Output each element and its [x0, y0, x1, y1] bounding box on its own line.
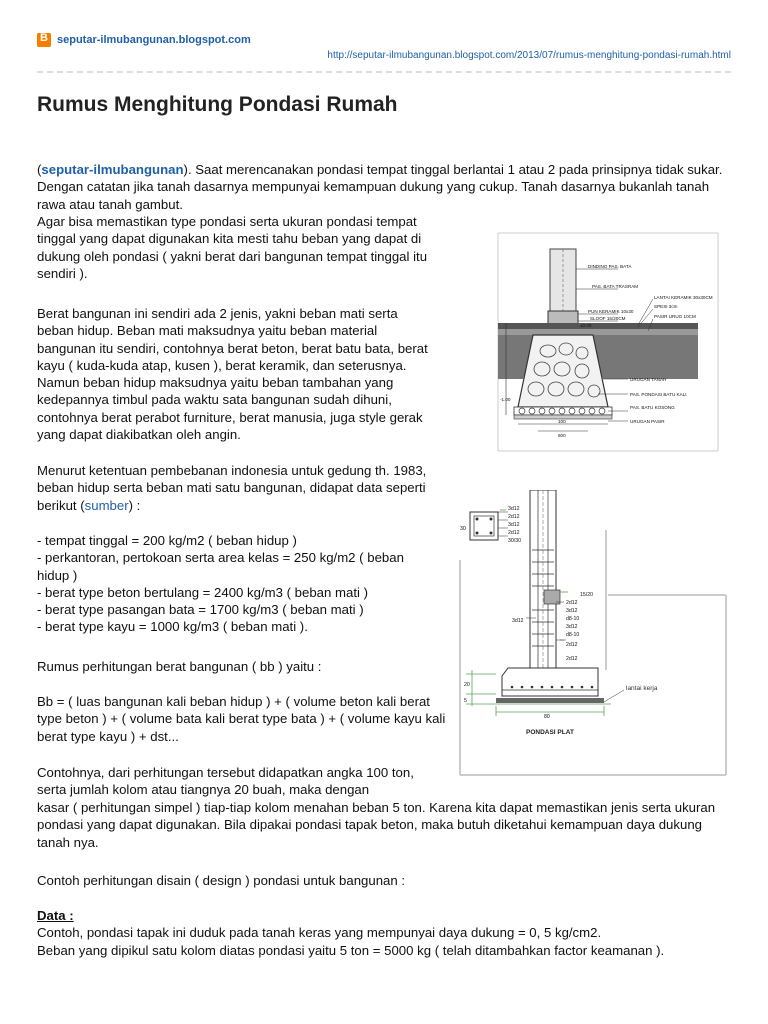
- paragraph-contoh-2: kasar ( perhitungan simpel ) tiap-tiap kolom menahan beban 5 ton. Karena kita dapat memastikan jenis serta ukuran pondasi yang dapat digunakan. Bila dipakai pondasi tapak beton, maka butuh diketahui kemampuan daya dukung tanah nya.: [37, 800, 716, 850]
- data-line: Beban yang dipikul satu kolom diatas pondasi yaitu 5 ton = 5000 kg ( telah ditambahkan factor keamanan ).: [37, 942, 665, 958]
- list-item: - berat type beton bertulang = 2400 kg/m3 ( beban mati ): [37, 584, 368, 600]
- list-item: - perkantoran, pertokoan serta area kelas = 250 kg/m2 ( beban hidup ): [37, 550, 404, 583]
- fig2-mid-label: 3d12: [512, 618, 524, 624]
- sumber-link[interactable]: sumber: [84, 497, 129, 513]
- fig2-mid-label: 2d12: [566, 600, 578, 606]
- header-divider: [37, 71, 731, 73]
- fig1-label: PAS. BATU KOSONG: [630, 405, 675, 410]
- list-item: - tempat tinggal = 200 kg/m2 ( beban hidup ): [37, 533, 297, 548]
- data-line: Contoh, pondasi tapak ini duduk pada tanah keras yang mempunyai daya dukung = 0, 5 kg/cm2.: [37, 925, 602, 941]
- load-list: [37, 532, 417, 636]
- fig2-caption: PONDASI PLAT: [526, 729, 574, 736]
- data-heading: Data :: [37, 908, 74, 923]
- intro-paragraph: (seputar-ilmubangunan). Saat merencanakan pondasi tempat tinggal berlantai 1 atau 2 pada prinsipnya tidak sukar. Dengan catatan jika tanah dasarnya mempunyai kemampuan dukung yang cukup. Tanah dasarnya bukanlah tanah rawa atau tanah gambut.: [37, 162, 723, 212]
- fig2-mid-label: d8-10: [566, 616, 580, 622]
- list-item: - berat type kayu = 1000 kg/m3 ( beban mati ).: [37, 619, 308, 635]
- source-blog-link[interactable]: seputar-ilmubangunan: [41, 162, 184, 177]
- fig1-label: SLOOF 15/20CM: [590, 316, 626, 321]
- fig1-label: LANTAI KERAMIK 30x30CM: [654, 295, 713, 300]
- figure-plate-foundation: [456, 490, 731, 782]
- fig2-left-dim: 30: [460, 526, 466, 532]
- fig2-mid-label: 2d12: [566, 656, 578, 662]
- fig2-left-dim: 5: [464, 698, 467, 704]
- fig2-mid-label: 3d12: [566, 624, 578, 630]
- fig1-label: PUN KERAMIK 10x30: [588, 309, 634, 314]
- list-item: - berat type pasangan bata = 1700 kg/m3 ( beban mati ): [37, 602, 364, 618]
- fig2-mid-label: 15/20: [580, 592, 593, 598]
- page-title: Rumus Menghitung Pondasi Rumah: [37, 93, 398, 116]
- fig2-top-label: 3d12: [508, 506, 520, 512]
- fig1-label: URUGAN PASIR: [630, 419, 665, 424]
- page-url-link[interactable]: http://seputar-ilmubangunan.blogspot.com/2013/07/rumus-menghitung-pondasi-rumah.html: [327, 50, 731, 61]
- fig1-label: PAS. BATA TRASRAM: [592, 284, 639, 289]
- fig1-label: PAS. PONDASI BATU KALI: [630, 392, 687, 397]
- paragraph-contoh-1: Contohnya, dari perhitungan tersebut didapatkan angka 100 ton, serta jumlah kolom atau tiangnya 20 buah, maka dengan: [37, 765, 414, 798]
- fig1-dim: 600: [558, 433, 566, 438]
- fig2-lantai-label: lantai kerja: [626, 685, 658, 692]
- fig1-dim: -1.00: [500, 397, 511, 402]
- paragraph-menurut: Menurut ketentuan pembebanan indonesia untuk gedung th. 1983, beban hidup serta beban mati satu bangunan, didapat data seperti berikut (sumber) :: [37, 463, 427, 513]
- fig2-top-label: 2d12: [508, 514, 520, 520]
- paragraph-berat: Berat bangunan ini sendiri ada 2 jenis, yakni beban mati serta beban hidup. Beban mati maksudnya yaitu beban material bangunan itu sendiri, contohnya berat beton, berat batu bata, berat kayu ( kuda-kuda atap, kusen ), berat keramik, dan seterusnya. Namun beban hidup maksudnya yaitu beban tambahan yang kedepannya timbul pada waktu sata bangunan sudah dihuni, contohnya berat perabot furniture, berat manusia, juga style gerak yang dapat diakibatkan oleh angin.: [37, 306, 428, 443]
- fig1-label: SPESI 3cm: [654, 304, 678, 309]
- data-section: [37, 907, 733, 959]
- fig2-top-label: 30/30: [508, 538, 521, 544]
- paragraph-contoh-design: Contoh perhitungan disain ( design ) pondasi untuk bangunan :: [37, 873, 406, 888]
- fig1-label: PASIR URUG 10CM: [654, 314, 696, 319]
- figure-strip-foundation: [478, 219, 730, 465]
- site-name-link[interactable]: seputar-ilmubangunan.blogspot.com: [57, 34, 251, 46]
- fig1-label: URUGAN TANAH: [630, 377, 667, 382]
- formula-bb: Bb = ( luas bangunan kali beban hidup ) + ( volume beton kali berat type beton ) + ( volume bata kali berat type bata ) + ( volume kayu kali berat type kayu ) + dst...: [37, 694, 446, 744]
- fig1-label: DINDING PAS. BATA: [588, 264, 632, 269]
- fig2-top-label: 2d12: [508, 530, 520, 536]
- fig1-dim: 100: [558, 419, 566, 424]
- fig2-mid-label: 2d12: [566, 642, 578, 648]
- paragraph-rumus: Rumus perhitungan berat bangunan ( bb ) yaitu :: [37, 659, 322, 674]
- paragraph-agar: Agar bisa memastikan type pondasi serta ukuran pondasi tempat tinggal yang dapat digunakan kita mesti tahu beban yang dapat di dukung oleh pondasi ( yakni berat dari bangunan tempat tinggal itu sendiri ).: [37, 214, 428, 281]
- fig2-left-dim: 20: [464, 682, 470, 688]
- fig2-top-label: 3d12: [508, 522, 520, 528]
- fig2-mid-label: d8-10: [566, 632, 580, 638]
- fig1-dim: ±0.00: [580, 323, 592, 328]
- site-header: [37, 33, 251, 47]
- blogger-icon: [37, 33, 51, 47]
- fig2-mid-label: 3d12: [566, 608, 578, 614]
- fig2-bottom-dim: 80: [544, 714, 550, 720]
